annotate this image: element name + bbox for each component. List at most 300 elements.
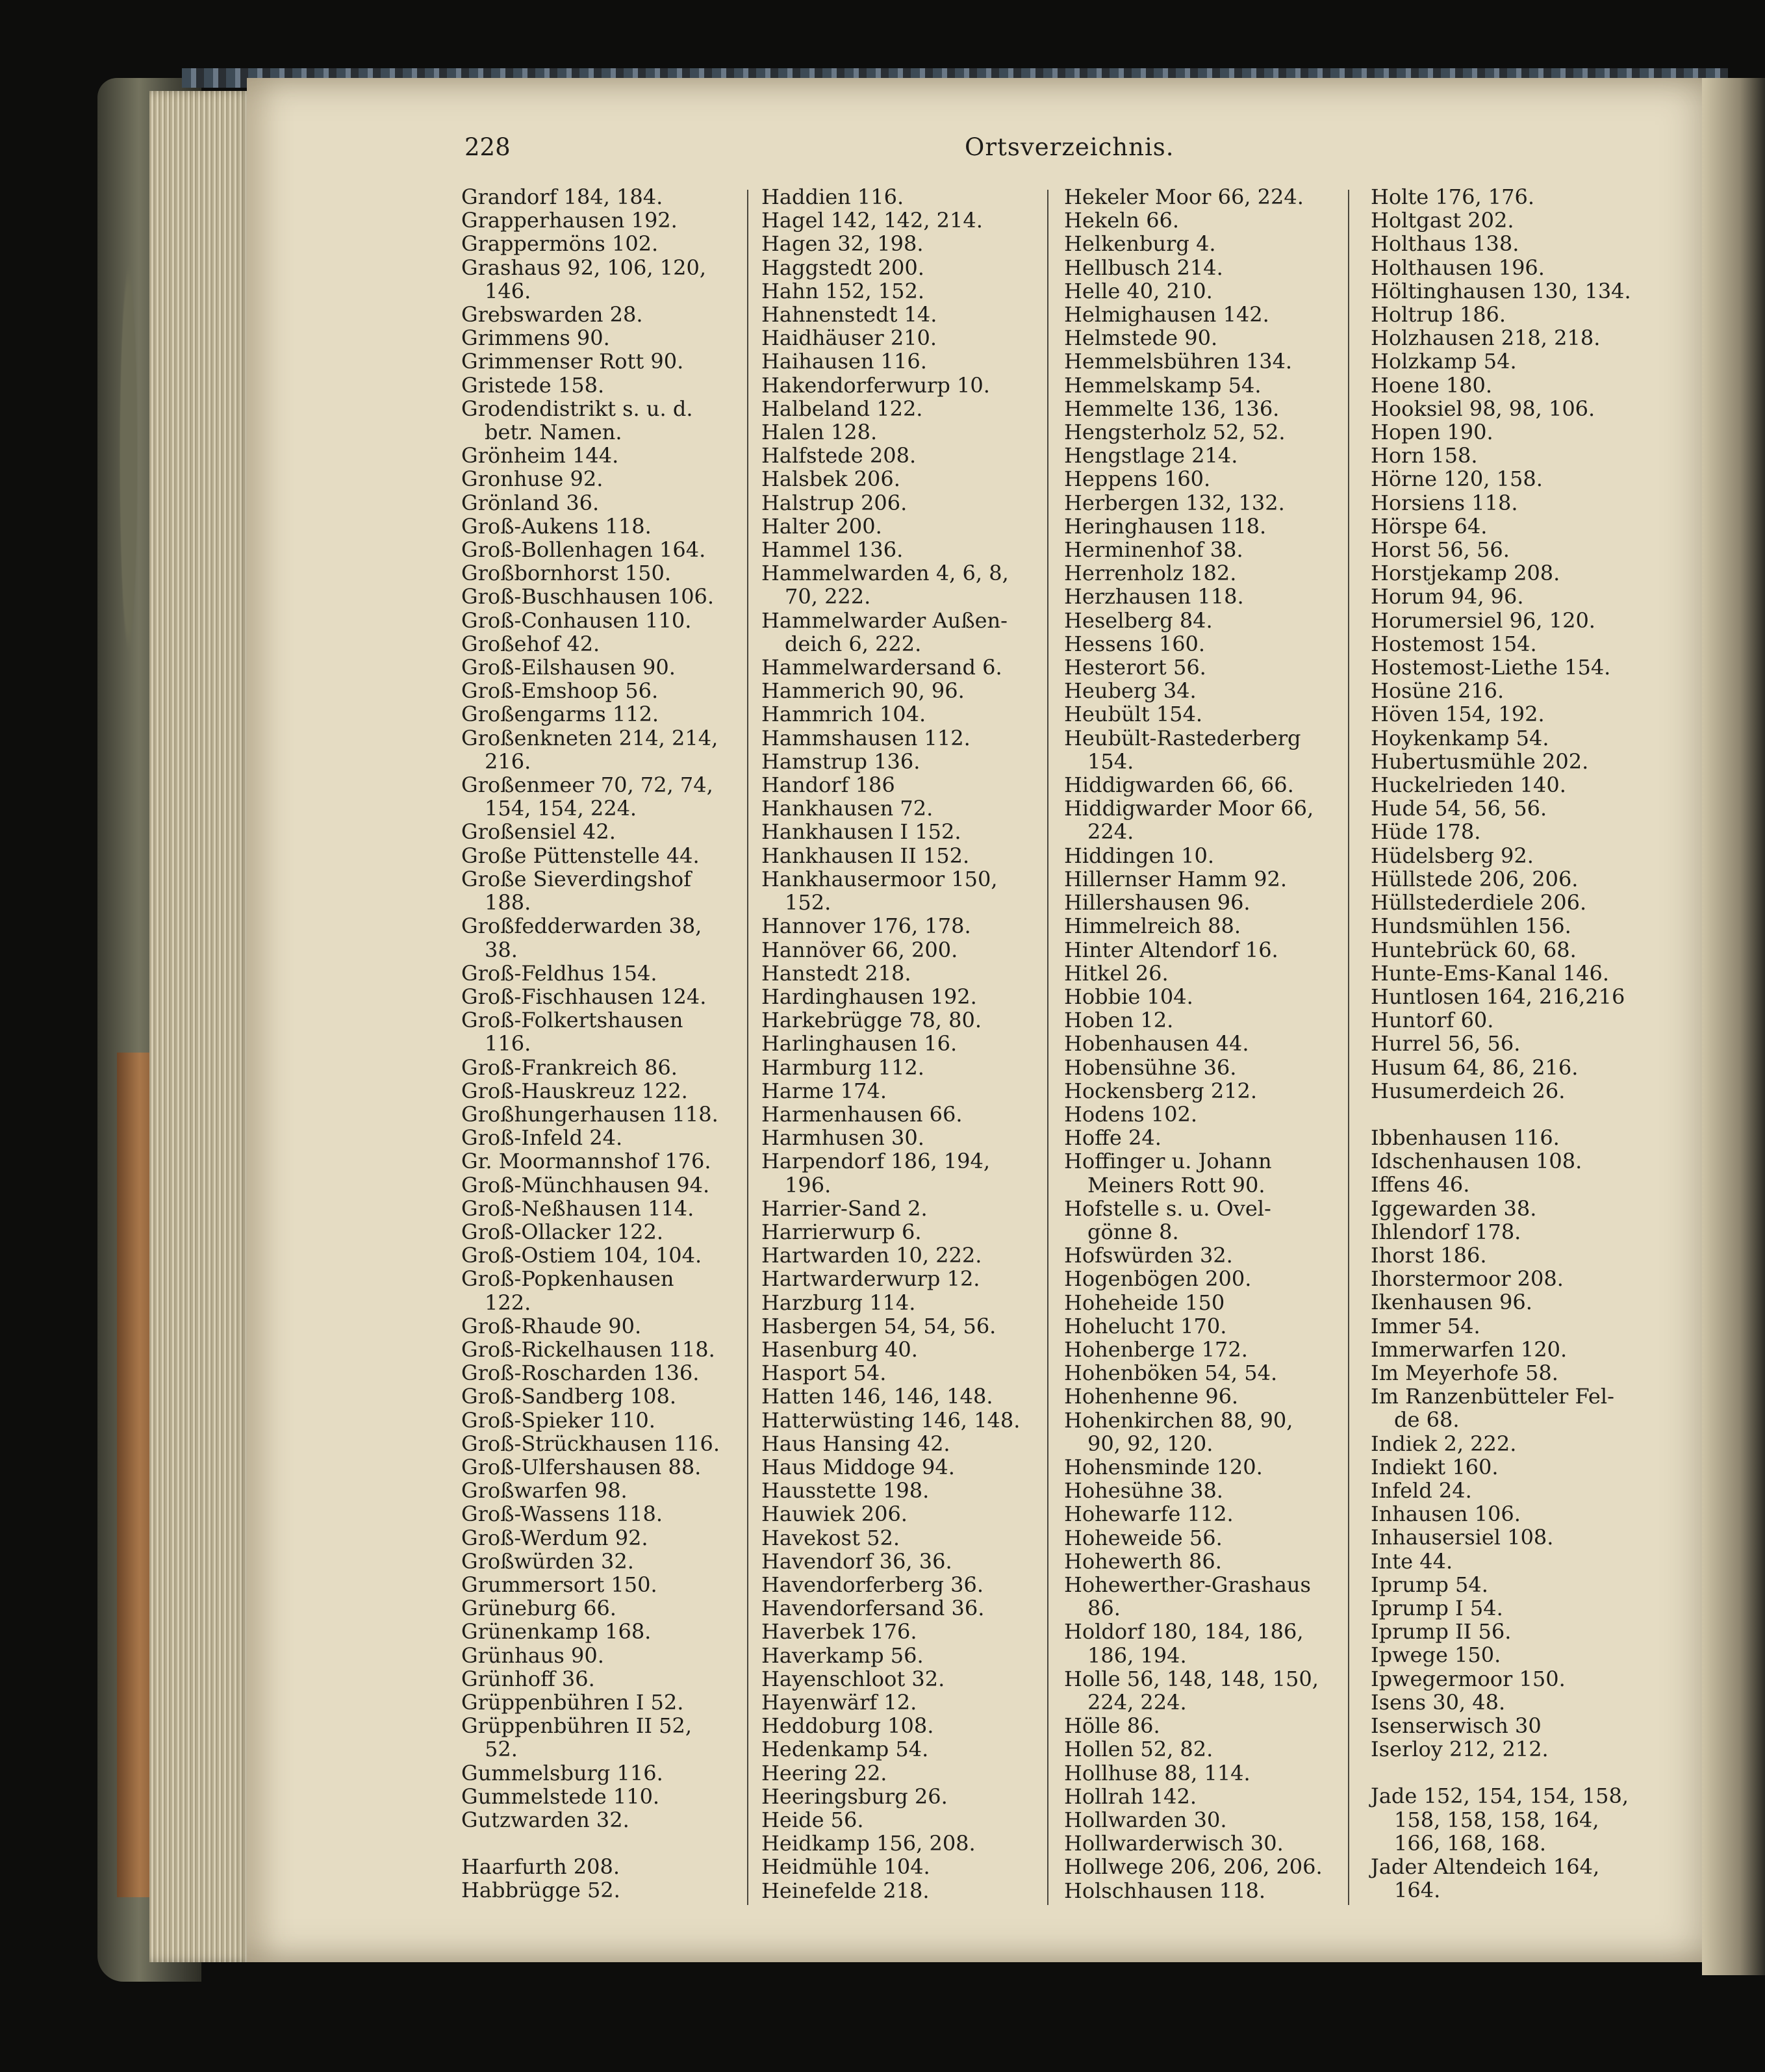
index-entry: Grodendistrikt s. u. d. xyxy=(461,396,693,421)
index-entry: Groß-Feldhus 154. xyxy=(461,960,657,986)
index-entry: Heidkamp 156, 208. xyxy=(761,1831,976,1856)
index-entry: Hahnenstedt 14. xyxy=(761,302,937,327)
index-entry: Grünhoff 36. xyxy=(461,1666,595,1691)
index-entry: Hüdelsberg 92. xyxy=(1371,843,1534,868)
index-entry: Hankhausen 72. xyxy=(761,796,933,821)
index-entry: Hannover 176, 178. xyxy=(761,914,971,939)
index-entry: Gutzwarden 32. xyxy=(461,1808,629,1833)
index-entry: Hohewarfe 112. xyxy=(1064,1502,1234,1527)
index-entry-continuation: 52. xyxy=(485,1737,518,1762)
index-entry: Hiddingen 10. xyxy=(1064,843,1215,868)
index-entry: Holschhausen 118. xyxy=(1064,1878,1266,1903)
index-entry: Hiddigwarder Moor 66, xyxy=(1064,796,1314,821)
index-entry: Immerwarfen 120. xyxy=(1371,1337,1568,1362)
index-entry-continuation: 166, 168, 168. xyxy=(1394,1830,1547,1856)
index-entry: Hitkel 26. xyxy=(1064,960,1169,986)
index-entry: Haidhäuser 210. xyxy=(761,326,937,351)
index-entry: Gummelstede 110. xyxy=(461,1784,660,1809)
index-entry: Grüneburg 66. xyxy=(461,1596,616,1621)
index-entry: Hannöver 66, 200. xyxy=(761,937,958,962)
index-entry: Halen 128. xyxy=(761,420,878,445)
index-entry: Hoheweide 56. xyxy=(1064,1525,1223,1550)
index-entry: Hooksiel 98, 98, 106. xyxy=(1371,396,1595,421)
index-entry-continuation: 146. xyxy=(485,278,531,303)
index-entry: Hobensühne 36. xyxy=(1064,1055,1237,1080)
index-entry: Harrier-Sand 2. xyxy=(761,1196,928,1221)
index-entry: Heering 22. xyxy=(761,1760,887,1785)
index-entry: Harkebrügge 78, 80. xyxy=(761,1008,982,1033)
index-entry: Hollwege 206, 206, 206. xyxy=(1064,1854,1323,1880)
column-rule xyxy=(747,190,748,1905)
index-entry: Hankhausermoor 150, xyxy=(761,866,998,891)
index-entry: Hammel 136. xyxy=(761,537,904,563)
page-stack-edges xyxy=(149,91,253,1962)
index-entry: Huntlosen 164, 216,216 xyxy=(1371,984,1625,1009)
index-entry: Grimmenser Rott 90. xyxy=(461,349,684,374)
index-entry: Hollwarden 30. xyxy=(1064,1808,1227,1833)
index-entry: Heselberg 84. xyxy=(1064,608,1213,633)
index-entry: Husum 64, 86, 216. xyxy=(1371,1055,1579,1080)
index-entry: Hellbusch 214. xyxy=(1064,255,1223,280)
index-entry: Halfstede 208. xyxy=(761,443,917,468)
index-entry: Große Püttenstelle 44. xyxy=(461,843,700,868)
index-entry: Iprump II 56. xyxy=(1371,1619,1512,1644)
index-entry: Hogenbögen 200. xyxy=(1064,1266,1252,1292)
index-entry: Havendorf 36, 36. xyxy=(761,1548,952,1574)
index-entry-continuation: 186, 194. xyxy=(1087,1643,1187,1668)
index-entry: Holtgast 202. xyxy=(1371,208,1514,233)
index-entry-continuation: 216. xyxy=(485,748,531,774)
index-entry: Huckelrieden 140. xyxy=(1371,773,1566,798)
index-entry: Hauwiek 206. xyxy=(761,1502,908,1527)
index-entry: Inhausen 106. xyxy=(1371,1502,1521,1527)
index-entry: Iffens 46. xyxy=(1371,1172,1470,1197)
index-entry: Iggewarden 38. xyxy=(1371,1196,1537,1221)
index-entry: Hostemost 154. xyxy=(1371,631,1537,656)
index-entry: Hostemost-Liethe 154. xyxy=(1371,655,1611,680)
index-entry: Horstjekamp 208. xyxy=(1371,561,1560,586)
index-entry: Harzburg 114. xyxy=(761,1290,916,1315)
index-entry: Hammerich 90, 96. xyxy=(761,678,965,704)
index-entry: Havendorferberg 36. xyxy=(761,1572,984,1597)
index-entry: Immer 54. xyxy=(1371,1313,1480,1338)
index-entry: Großengarms 112. xyxy=(461,702,659,727)
index-entry: Hodens 102. xyxy=(1064,1101,1198,1127)
gutter-fold xyxy=(1702,78,1765,1975)
index-entry: Hartwarden 10, 222. xyxy=(761,1243,982,1268)
index-entry: Hohenkirchen 88, 90, xyxy=(1064,1407,1293,1433)
index-entry: Hohewerth 86. xyxy=(1064,1548,1222,1574)
index-entry: Harme 174. xyxy=(761,1078,887,1103)
index-entry: Heinefelde 218. xyxy=(761,1878,930,1903)
index-entry: Hörspe 64. xyxy=(1371,513,1488,539)
index-entry: Ibbenhausen 116. xyxy=(1371,1125,1560,1150)
index-entry: Infeld 24. xyxy=(1371,1477,1472,1503)
index-entry: Haggstedt 200. xyxy=(761,255,924,280)
index-entry: Groß-Strückhausen 116. xyxy=(461,1431,720,1456)
index-entry: Hillershausen 96. xyxy=(1064,890,1251,915)
index-entry: Großwarfen 98. xyxy=(461,1478,628,1503)
index-entry: Helmighausen 142. xyxy=(1064,302,1269,327)
index-entry: Hiddigwarden 66, 66. xyxy=(1064,773,1294,798)
index-entry: Groß-Frankreich 86. xyxy=(461,1055,678,1080)
index-entry: Grünenkamp 168. xyxy=(461,1619,652,1644)
index-entry: Groß-Emshoop 56. xyxy=(461,678,659,704)
index-entry: Hedenkamp 54. xyxy=(761,1737,929,1762)
index-entry-continuation: 196. xyxy=(785,1172,832,1197)
index-entry: Hemmelsbühren 134. xyxy=(1064,349,1293,374)
index-entry: Grimmens 90. xyxy=(461,326,610,351)
index-entry: Halbeland 122. xyxy=(761,396,923,421)
index-entry: Großensiel 42. xyxy=(461,819,616,845)
index-entry: Großenmeer 70, 72, 74, xyxy=(461,773,713,798)
index-entry: Haverkamp 56. xyxy=(761,1643,924,1668)
index-entry: Haarfurth 208. xyxy=(461,1854,620,1880)
index-entry: Grummersort 150. xyxy=(461,1572,657,1597)
index-entry: Groß-Fischhausen 124. xyxy=(461,984,707,1009)
index-entry: Hammelwardersand 6. xyxy=(761,655,1002,680)
index-entry: Hasport 54. xyxy=(761,1361,887,1386)
index-entry: Groß-Ulfershausen 88. xyxy=(461,1454,702,1479)
index-entry: Hagel 142, 142, 214. xyxy=(761,208,983,233)
index-entry: Ihlendorf 178. xyxy=(1371,1219,1521,1244)
index-entry-continuation: Meiners Rott 90. xyxy=(1087,1172,1265,1197)
index-entry: Hundsmühlen 156. xyxy=(1371,914,1571,939)
index-entry: Jader Altendeich 164, xyxy=(1371,1854,1600,1880)
index-entry-continuation: 122. xyxy=(485,1290,531,1315)
index-entry: Hoheheide 150 xyxy=(1064,1290,1225,1315)
index-entry: Hopen 190. xyxy=(1371,420,1493,445)
index-entry-continuation: 154. xyxy=(1087,748,1134,774)
index-entry: Heide 56. xyxy=(761,1808,864,1833)
index-entry: Hohewerther-Grashaus xyxy=(1064,1572,1311,1597)
index-entry: Hüllstederdiele 206. xyxy=(1371,890,1587,915)
index-entry: Groß-Ostiem 104, 104. xyxy=(461,1243,702,1268)
index-entry: Hammrich 104. xyxy=(761,702,926,727)
index-entry: Hoffe 24. xyxy=(1064,1125,1162,1151)
index-entry-continuation: 188. xyxy=(485,890,531,915)
index-entry: Hatten 146, 146, 148. xyxy=(761,1384,993,1409)
index-entry: Haus Hansing 42. xyxy=(761,1431,950,1456)
index-entry: Inhausersiel 108. xyxy=(1371,1525,1554,1550)
index-entry: Harpendorf 186, 194, xyxy=(761,1149,991,1174)
index-entry-continuation: 90, 92, 120. xyxy=(1087,1431,1213,1456)
index-entry: Groß-Roscharden 136. xyxy=(461,1361,700,1386)
index-entry: Großhungerhausen 118. xyxy=(461,1101,718,1127)
index-entry-continuation: gönne 8. xyxy=(1087,1219,1179,1244)
index-entry-continuation: 224, 224. xyxy=(1087,1690,1187,1715)
index-entry: Helle 40, 210. xyxy=(1064,278,1213,303)
index-entry: Haverbek 176. xyxy=(761,1619,917,1644)
index-entry: Groß-Bollenhagen 164. xyxy=(461,537,706,563)
index-entry: Hekeln 66. xyxy=(1064,208,1180,233)
index-entry: Groß-Neßhausen 114. xyxy=(461,1196,694,1221)
index-entry: Hosüne 216. xyxy=(1371,678,1505,704)
index-entry: Groß-Ollacker 122. xyxy=(461,1219,664,1244)
index-entry: Heidmühle 104. xyxy=(761,1854,930,1880)
index-entry: Groß-Rhaude 90. xyxy=(461,1313,642,1338)
index-column-1 xyxy=(461,185,767,1902)
index-entry: Hardinghausen 192. xyxy=(761,984,977,1009)
index-entry: Großwürden 32. xyxy=(461,1548,634,1574)
index-entry: Horst 56, 56. xyxy=(1371,537,1510,563)
index-entry: Hamstrup 136. xyxy=(761,748,921,774)
index-entry: Hanstedt 218. xyxy=(761,960,911,986)
index-entry: Hohenhenne 96. xyxy=(1064,1384,1239,1409)
index-entry: Hasenburg 40. xyxy=(761,1337,918,1362)
index-entry: Im Meyerhofe 58. xyxy=(1371,1360,1558,1385)
index-entry: Hagen 32, 198. xyxy=(761,231,924,257)
index-entry: Holle 56, 148, 148, 150, xyxy=(1064,1666,1319,1691)
index-entry: Ikenhausen 96. xyxy=(1371,1290,1532,1315)
index-column-4 xyxy=(1371,185,1676,1902)
index-entry: Hammshausen 112. xyxy=(761,725,971,750)
index-entry: Hankhausen I 152. xyxy=(761,819,961,845)
index-entry: Hohenböken 54, 54. xyxy=(1064,1361,1278,1386)
index-entry: Gr. Moormannshof 176. xyxy=(461,1149,711,1174)
index-entry: Harmburg 112. xyxy=(761,1055,924,1080)
index-entry: Hankhausen II 152. xyxy=(761,843,970,868)
index-entry: Herminenhof 38. xyxy=(1064,537,1243,563)
index-entry: Hessens 160. xyxy=(1064,631,1206,656)
index-entry: Hörne 120, 158. xyxy=(1371,467,1543,492)
index-entry: Groß-Rickelhausen 118. xyxy=(461,1337,715,1362)
index-entry: Iserloy 212, 212. xyxy=(1371,1737,1549,1762)
index-entry: Hüde 178. xyxy=(1371,819,1481,845)
column-rule xyxy=(1348,190,1349,1905)
index-entry: Gristede 158. xyxy=(461,372,605,398)
index-entry: Grandorf 184, 184. xyxy=(461,185,663,209)
index-entry: Iprump I 54. xyxy=(1371,1595,1503,1620)
index-entry: Groß-Spieker 110. xyxy=(461,1407,655,1433)
index-entry: Herrenholz 182. xyxy=(1064,561,1237,586)
index-entry: Hartwarderwurp 12. xyxy=(761,1266,980,1292)
index-entry: Hunte-Ems-Kanal 146. xyxy=(1371,960,1609,986)
index-entry: Gronhuse 92. xyxy=(461,467,603,492)
index-entry: Hoykenkamp 54. xyxy=(1371,725,1549,750)
index-entry: Holzkamp 54. xyxy=(1371,349,1517,374)
page-header xyxy=(464,133,1699,172)
index-entry: Groß-Folkertshausen xyxy=(461,1008,683,1033)
index-entry: Große Sieverdingshof xyxy=(461,866,691,891)
index-entry: Hemmelte 136, 136. xyxy=(1064,396,1280,421)
index-entry: Hockensberg 212. xyxy=(1064,1078,1258,1103)
index-entry: Heubült 154. xyxy=(1064,702,1203,727)
running-title: Ortsverzeichnis. xyxy=(965,133,1175,161)
index-entry: Hobbie 104. xyxy=(1064,984,1193,1009)
index-entry: Harlinghausen 16. xyxy=(761,1031,958,1056)
index-entry: Horumersiel 96, 120. xyxy=(1371,608,1595,633)
index-entry-continuation: betr. Namen. xyxy=(485,420,622,445)
index-entry: Holte 176, 176. xyxy=(1371,185,1535,209)
index-entry: Jade 152, 154, 154, 158, xyxy=(1371,1784,1629,1809)
index-entry: Haus Middoge 94. xyxy=(761,1454,955,1479)
index-entry: Haddien 116. xyxy=(761,185,904,209)
index-entry: Holthausen 196. xyxy=(1371,255,1545,280)
index-entry: Hoene 180. xyxy=(1371,372,1493,398)
index-entry: Heubült-Rastederberg xyxy=(1064,725,1301,750)
index-entry: Hollhuse 88, 114. xyxy=(1064,1760,1251,1785)
index-entry: Hemmelskamp 54. xyxy=(1064,372,1262,398)
index-column-3 xyxy=(1064,185,1369,1902)
index-entry: Herbergen 132, 132. xyxy=(1064,490,1285,515)
index-entry: Ipwege 150. xyxy=(1371,1643,1501,1668)
index-entry: Hammelwarden 4, 6, 8, xyxy=(761,561,1009,586)
index-entry: Höven 154, 192. xyxy=(1371,702,1545,727)
index-entry: Indiekt 160. xyxy=(1371,1454,1499,1479)
index-entry: Groß-Infeld 24. xyxy=(461,1125,623,1151)
index-entry: Havendorfersand 36. xyxy=(761,1596,985,1621)
index-entry: Harrierwurp 6. xyxy=(761,1219,922,1244)
page-number: 228 xyxy=(464,133,511,161)
index-entry: Halter 200. xyxy=(761,513,882,539)
index-entry: Grebswarden 28. xyxy=(461,302,643,327)
index-entry-continuation: 158, 158, 158, 164, xyxy=(1394,1807,1599,1832)
index-entry: Havekost 52. xyxy=(761,1525,900,1550)
index-entry: Holdorf 180, 184, 186, xyxy=(1064,1619,1304,1644)
index-entry: Hollwarderwisch 30. xyxy=(1064,1831,1284,1856)
index-entry-continuation: 224. xyxy=(1087,819,1134,845)
index-entry: Hoffinger u. Johann xyxy=(1064,1149,1272,1174)
index-entry: Holtrup 186. xyxy=(1371,302,1506,327)
index-entry: Halstrup 206. xyxy=(761,490,908,515)
index-entry: Großehof 42. xyxy=(461,631,600,656)
index-entry: Grüppenbühren I 52. xyxy=(461,1690,684,1715)
index-entry: Hengsterholz 52, 52. xyxy=(1064,420,1286,445)
index-entry-continuation: 38. xyxy=(485,937,518,962)
index-entry-continuation: 86. xyxy=(1087,1596,1121,1621)
index-entry: Idschenhausen 108. xyxy=(1371,1149,1582,1174)
index-entry: Hengstlage 214. xyxy=(1064,443,1238,468)
index-entry: Höltinghausen 130, 134. xyxy=(1371,278,1631,303)
index-entry: Indiek 2, 222. xyxy=(1371,1431,1517,1456)
index-entry-continuation: 164. xyxy=(1394,1878,1441,1903)
index-entry: Grönheim 144. xyxy=(461,443,619,468)
index-entry-continuation: de 68. xyxy=(1394,1407,1460,1433)
index-entry: Hofswürden 32. xyxy=(1064,1243,1233,1268)
index-entry: Hüllstede 206, 206. xyxy=(1371,866,1579,891)
index-entry: Inte 44. xyxy=(1371,1548,1453,1574)
index-entry: Groß-Conhausen 110. xyxy=(461,608,692,633)
index-entry: Horn 158. xyxy=(1371,443,1478,468)
index-entry: Heppens 160. xyxy=(1064,467,1211,492)
index-entry: Grönland 36. xyxy=(461,490,600,515)
index-entry: Hoben 12. xyxy=(1064,1008,1174,1033)
index-entry: Hasbergen 54, 54, 56. xyxy=(761,1313,997,1338)
index-entry: Grappermöns 102. xyxy=(461,231,659,257)
index-entry: Hobenhausen 44. xyxy=(1064,1031,1249,1056)
index-entry: Himmelreich 88. xyxy=(1064,914,1241,939)
index-entry: Harmenhausen 66. xyxy=(761,1101,963,1127)
index-entry: Grapperhausen 192. xyxy=(461,208,678,233)
index-entry: Hollen 52, 82. xyxy=(1064,1737,1213,1762)
index-entry-continuation: 70, 222. xyxy=(785,584,871,609)
index-entry: Hubertusmühle 202. xyxy=(1371,748,1589,774)
index-entry: Helmstede 90. xyxy=(1064,326,1218,351)
index-column-2 xyxy=(761,185,1067,1902)
index-entry: Holzhausen 218, 218. xyxy=(1371,326,1601,351)
index-entry: Grashaus 92, 106, 120, xyxy=(461,255,706,280)
index-entry: Groß-Aukens 118. xyxy=(461,513,652,539)
index-entry: Helkenburg 4. xyxy=(1064,231,1216,257)
index-entry: Harmhusen 30. xyxy=(761,1125,924,1151)
index-entry-continuation: 154, 154, 224. xyxy=(485,796,637,821)
index-entry: Haihausen 116. xyxy=(761,349,927,374)
index-entry: Hohesühne 38. xyxy=(1064,1478,1223,1503)
index-entry: Horsiens 118. xyxy=(1371,490,1518,515)
column-rule xyxy=(1047,190,1048,1905)
index-entry: Habbrügge 52. xyxy=(461,1878,620,1903)
index-entry: Hesterort 56. xyxy=(1064,655,1206,680)
index-entry: Hölle 86. xyxy=(1064,1713,1160,1739)
index-entry: Halsbek 206. xyxy=(761,467,900,492)
index-entry: Hollrah 142. xyxy=(1064,1784,1197,1809)
index-entry: Hatterwüsting 146, 148. xyxy=(761,1407,1021,1433)
index-entry: Hakendorferwurp 10. xyxy=(761,372,990,398)
index-entry: Großenkneten 214, 214, xyxy=(461,725,718,750)
index-entry: Hausstette 198. xyxy=(761,1478,930,1503)
index-entry: Groß-Buschhausen 106. xyxy=(461,584,715,609)
index-entry: Grüppenbühren II 52, xyxy=(461,1713,692,1739)
index-entry: Hinter Altendorf 16. xyxy=(1064,937,1278,962)
index-entry: Husumerdeich 26. xyxy=(1371,1078,1566,1103)
index-entry: Groß-Eilshausen 90. xyxy=(461,655,676,680)
index-entry-continuation: deich 6, 222. xyxy=(785,631,922,656)
index-entry: Huntorf 60. xyxy=(1371,1008,1494,1033)
index-entry: Ipwegermoor 150. xyxy=(1371,1666,1566,1691)
index-entry: Hohensminde 120. xyxy=(1064,1454,1263,1479)
index-entry: Isenserwisch 30 xyxy=(1371,1713,1542,1738)
index-entry: Huntebrück 60, 68. xyxy=(1371,937,1577,962)
index-entry-continuation: 152. xyxy=(785,890,832,915)
index-entry: Großbornhorst 150. xyxy=(461,561,672,586)
index-entry: Handorf 186 xyxy=(761,773,895,798)
index-entry: Grünhaus 90. xyxy=(461,1643,604,1668)
index-entry: Hohelucht 170. xyxy=(1064,1313,1227,1338)
index-entry: Herzhausen 118. xyxy=(1064,584,1244,609)
index-entry: Hurrel 56, 56. xyxy=(1371,1031,1521,1056)
index-entry: Iprump 54. xyxy=(1371,1572,1488,1597)
index-entry: Heringhausen 118. xyxy=(1064,513,1267,539)
index-entry-continuation: 116. xyxy=(485,1031,531,1056)
index-entry: Hekeler Moor 66, 224. xyxy=(1064,185,1304,209)
index-entry: Ihorst 186. xyxy=(1371,1242,1487,1268)
index-entry: Heddoburg 108. xyxy=(761,1713,934,1739)
index-entry: Hude 54, 56, 56. xyxy=(1371,796,1547,821)
index-entry: Groß-Werdum 92. xyxy=(461,1525,648,1550)
index-entry: Groß-Hauskreuz 122. xyxy=(461,1078,688,1103)
index-entry: Horum 94, 96. xyxy=(1371,584,1524,609)
index-entry: Hayenschloot 32. xyxy=(761,1666,945,1691)
index-entry: Hohenberge 172. xyxy=(1064,1337,1248,1362)
index-entry: Groß-Sandberg 108. xyxy=(461,1384,677,1409)
index-entry: Großfedderwarden 38, xyxy=(461,914,702,939)
index-entry: Heuberg 34. xyxy=(1064,678,1197,704)
index-entry: Im Ranzenbütteler Fel- xyxy=(1371,1384,1614,1409)
index-entry: Hayenwärf 12. xyxy=(761,1690,917,1715)
index-entry: Groß-Münchhausen 94. xyxy=(461,1172,710,1197)
index-entry: Gummelsburg 116. xyxy=(461,1760,663,1785)
index-entry: Groß-Wassens 118. xyxy=(461,1502,663,1527)
index-entry: Hillernser Hamm 92. xyxy=(1064,866,1288,891)
index-entry: Hofstelle s. u. Ovel- xyxy=(1064,1196,1271,1221)
index-entry: Hahn 152, 152. xyxy=(761,278,925,303)
index-entry: Groß-Popkenhausen xyxy=(461,1266,674,1292)
index-entry: Holthaus 138. xyxy=(1371,231,1519,257)
index-entry: Ihorstermoor 208. xyxy=(1371,1266,1564,1292)
index-entry: Heeringsburg 26. xyxy=(761,1784,948,1809)
index-entry: Isens 30, 48. xyxy=(1371,1689,1506,1715)
